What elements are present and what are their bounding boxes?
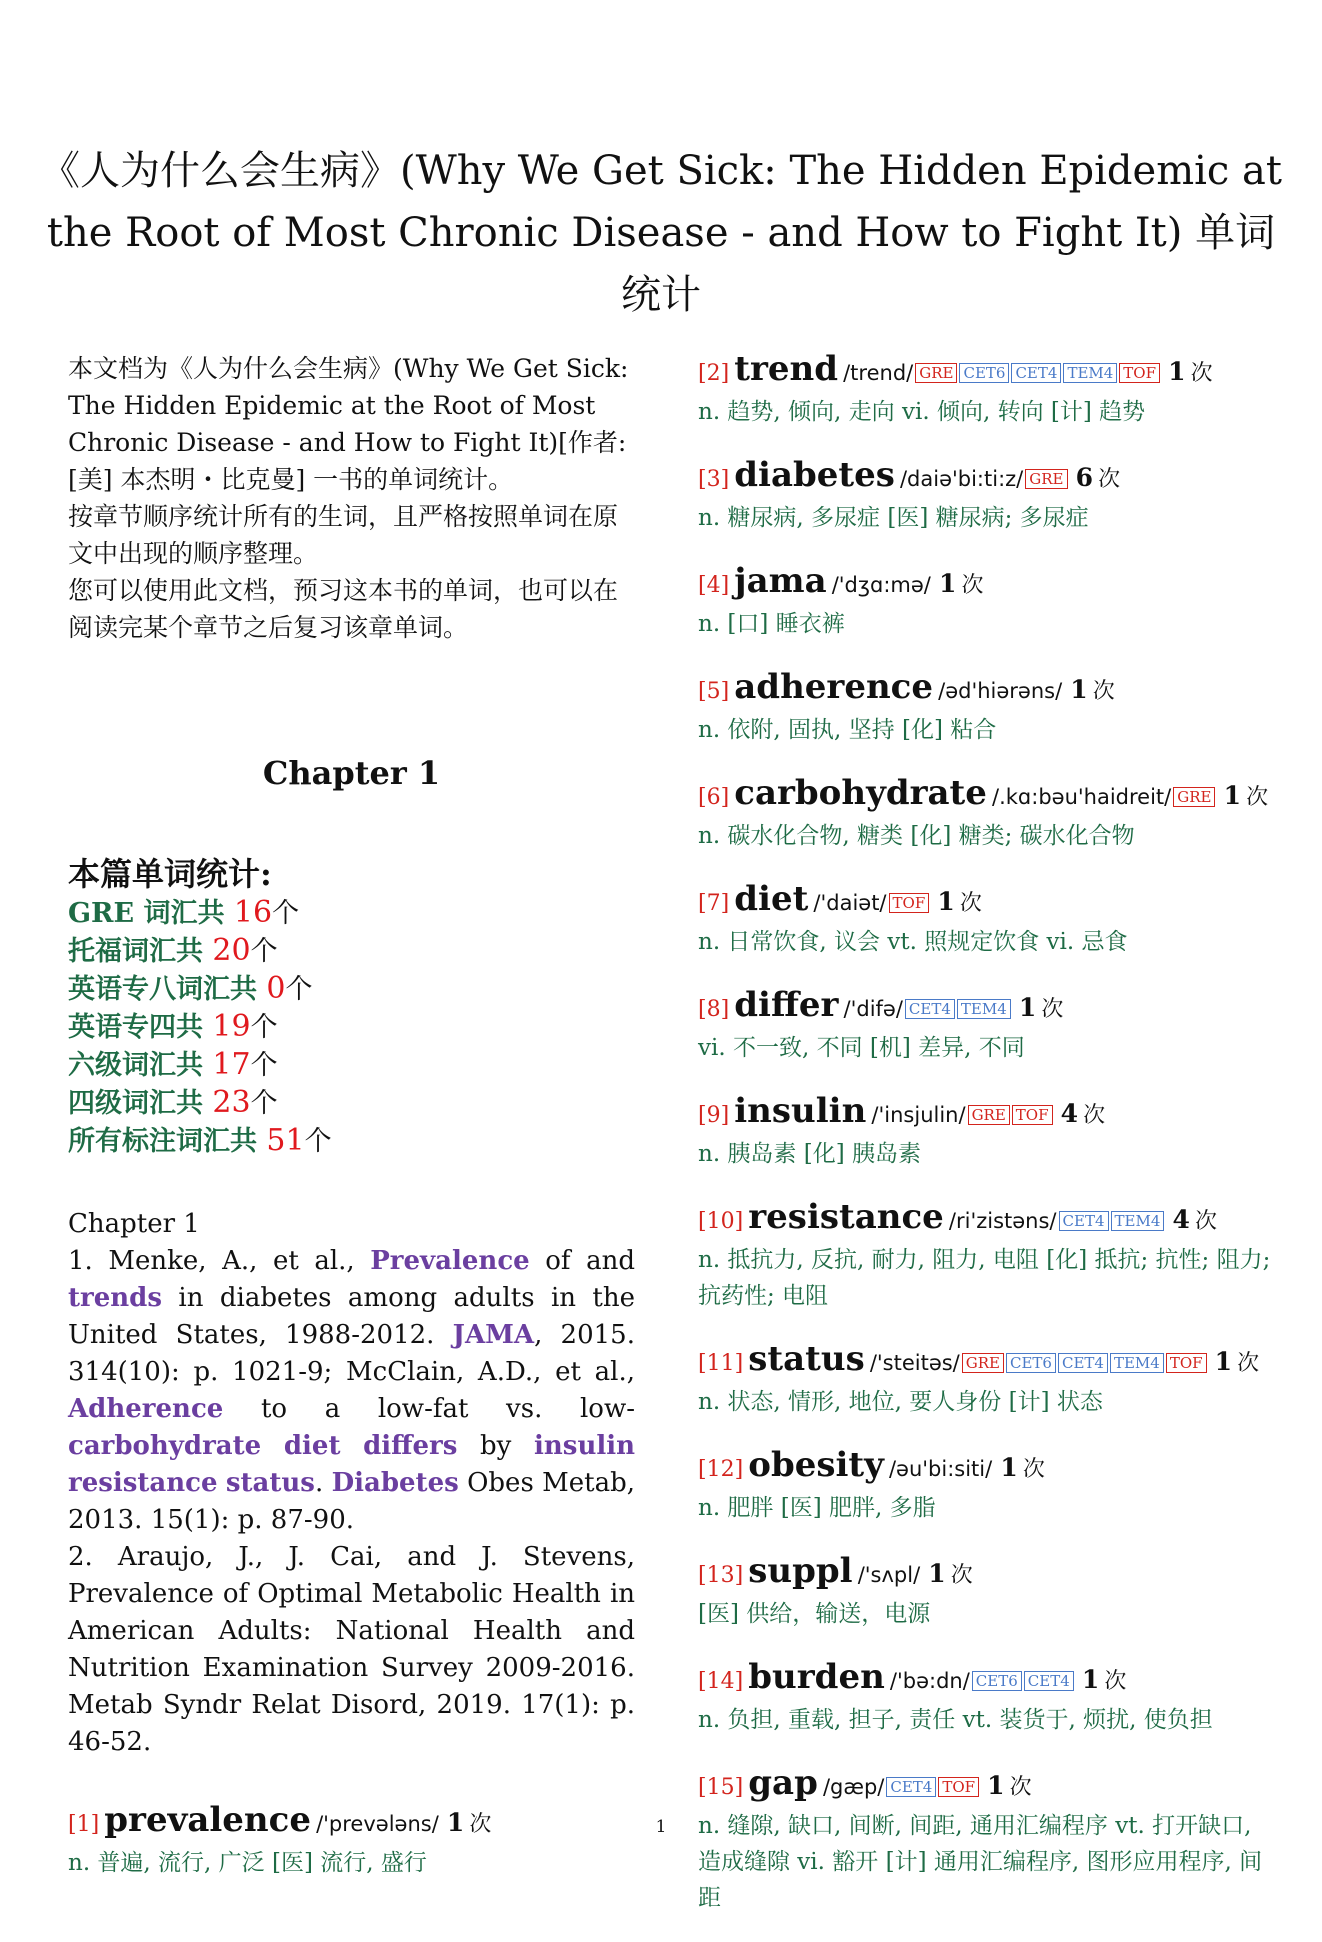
entry-phonetic: /'steitəs/ [869,1351,960,1375]
vocab-entry [698,1764,1278,1916]
entry-word: suppl [748,1551,853,1591]
stat-count: 16 [233,895,273,930]
highlight-word: insulin [534,1431,636,1461]
entry-word: status [748,1339,865,1379]
vocab-entry [698,986,1278,1066]
entry-definition: n. 缝隙, 缺口, 间断, 间距, 通用汇编程序 vt. 打开缺口, 造成缝隙 vi. 豁开 [计] 通用汇编程序, 图形应用程序, 间距 [698,1813,1263,1911]
highlight-word: status [225,1468,315,1498]
entry-headline [698,1446,1278,1490]
entry-index: [9] [698,1103,730,1128]
entry-index: [1] [68,1812,100,1837]
stat-label: 六级词汇共 [68,1050,213,1081]
entry-word: differ [734,985,839,1025]
entry-index: [8] [698,997,730,1022]
exam-tag-badge: CET6 [959,363,1009,383]
entry-word: resistance [748,1197,944,1237]
entry-word: carbohydrate [734,773,987,813]
count-unit: 次 [1092,679,1115,704]
highlight-word: Diabetes [331,1468,459,1498]
entry-count: 4 [1060,1099,1079,1128]
entry-definition: n. 状态, 情形, 地位, 要人身份 [计] 状态 [698,1389,1103,1415]
stat-label: 四级词汇共 [68,1088,213,1119]
vocab-entry [68,1801,635,1881]
highlight-word: carbohydrate [68,1431,262,1461]
vocab-entry [698,1658,1278,1738]
entry-index: [13] [698,1563,744,1588]
stat-unit: 个 [272,898,300,929]
intro-paragraph-2: 按章节顺序统计所有的生词，且严格按照单词在原文中出现的顺序整理。 [68,502,619,568]
entry-phonetic: /daiə'bi:ti:z/ [899,467,1024,491]
highlight-word: JAMA [452,1320,535,1350]
entry-index: [11] [698,1351,744,1376]
count-unit: 次 [950,1563,973,1588]
stat-unit: 个 [250,936,278,967]
entry-word: diabetes [734,455,895,495]
entry-definition: n. 碳水化合物, 糖类 [化] 糖类; 碳水化合物 [698,823,1135,849]
stat-count: 0 [266,971,286,1006]
stat-line [68,932,635,970]
entry-definition: n. 负担, 重载, 担子, 责任 vt. 装货于, 烦扰, 使负担 [698,1707,1213,1733]
stat-unit: 个 [285,974,313,1005]
exam-tag-badge: TOF [889,893,930,913]
exam-tag-badge: TEM4 [1110,1353,1164,1373]
entry-definition: n. [口] 睡衣裤 [698,611,845,637]
entry-word: diet [734,879,809,919]
count-unit: 次 [1104,1669,1127,1694]
exam-tag-badge: TOF [1012,1105,1053,1125]
entry-phonetic: /'difə/ [843,997,903,1021]
entry-definition: vi. 不一致, 不同 [机] 差异, 不同 [698,1035,1025,1061]
entry-headline [698,456,1278,500]
vocab-entry [698,1198,1278,1314]
exam-tag-badge: TOF [938,1777,979,1797]
vocab-entry [698,562,1278,642]
exam-tag-badge: CET4 [905,999,955,1019]
intro-paragraph-1: 本文档为《人为什么会生病》(Why We Get Sick: The Hidden Epidemic at the Root of Most Chronic Disease - and How to Fight It)[作者: [美] 本杰明・比克曼] 一书的单词统计。 [68,354,629,494]
entry-definition: n. 依附, 固执, 坚持 [化] 粘合 [698,717,997,743]
exam-tag-badge: CET4 [1024,1671,1074,1691]
stat-count: 19 [212,1009,251,1044]
entry-headline [698,1092,1278,1136]
entry-count: 4 [1172,1205,1190,1234]
vocab-entry [698,774,1278,854]
exam-tag-badge: CET4 [1059,1211,1109,1231]
entry-count: 1 [1018,993,1037,1022]
count-unit: 次 [1237,1351,1260,1376]
count-unit: 次 [1098,467,1121,492]
vocab-entry [698,1340,1278,1420]
stat-label: GRE 词汇共 [68,898,234,929]
entry-count: 1 [446,1808,465,1837]
entry-phonetic: /'bə:dn/ [889,1669,970,1693]
vocab-entry [698,1446,1278,1526]
count-unit: 次 [1009,1775,1032,1800]
entry-phonetic: /ri'zistəns/ [948,1209,1057,1233]
count-unit: 次 [961,573,984,598]
exam-tag-badge: CET4 [1058,1353,1108,1373]
references [68,1206,635,1761]
entry-count: 1 [1081,1665,1100,1694]
entry-headline [698,1340,1278,1384]
ref-text [218,1468,226,1498]
entry-definition: n. 胰岛素 [化] 胰岛素 [698,1141,922,1167]
entry-phonetic: /'sʌpl/ [857,1563,921,1587]
ref-text [340,1431,363,1461]
entry-definition: n. 糖尿病, 多尿症 [医] 糖尿病; 多尿症 [698,505,1089,531]
entry-headline [698,350,1278,394]
entry-headline [698,668,1278,712]
exam-tag-badge: GRE [962,1353,1004,1373]
count-unit: 次 [1194,1209,1217,1234]
intro-paragraph-3: 您可以使用此文档，预习这本书的单词，也可以在阅读完某个章节之后复习该章单词。 [68,576,619,642]
vocab-entry [698,350,1278,430]
exam-tag-badge: GRE [1173,787,1215,807]
entry-count: 1 [1168,357,1186,386]
entry-headline [698,1198,1278,1242]
stat-line [68,1084,635,1122]
count-unit: 次 [959,891,982,916]
ref-text: by [457,1431,535,1461]
stat-count: 20 [212,933,251,968]
references-heading: Chapter 1 [68,1209,200,1239]
reference-1 [68,1243,635,1539]
entry-definition: n. 普遍, 流行, 广泛 [医] 流行, 盛行 [68,1850,427,1876]
entry-phonetic: /əd'hiərəns/ [938,679,1063,703]
entry-index: [2] [698,361,730,386]
ref-text: , 2015. 314(10): p. 1021-9; McClain, A.D., et al., [68,1320,635,1387]
chapter-heading: Chapter 1 [262,754,441,792]
entry-headline [698,562,1278,606]
stat-count: 17 [212,1047,251,1082]
ref-text: . [314,1468,332,1498]
entry-index: [14] [698,1669,744,1694]
exam-tag-badge: TOF [1166,1353,1207,1373]
entry-headline [698,986,1278,1030]
exam-tag-badge: TEM4 [1111,1211,1165,1231]
entry-word: obesity [748,1445,884,1485]
entry-definition: n. 趋势, 倾向, 走向 vi. 倾向, 转向 [计] 趋势 [698,399,1146,425]
highlight-word: trends [68,1283,162,1313]
entry-word: jama [734,561,827,601]
entry-index: [4] [698,573,730,598]
count-unit: 次 [1022,1457,1045,1482]
entry-index: [5] [698,679,730,704]
entry-word: burden [748,1657,885,1697]
entry-count: 6 [1075,463,1093,492]
entry-definition: n. 肥胖 [医] 肥胖, 多脂 [698,1495,936,1521]
entry-index: [12] [698,1457,744,1482]
entry-index: [10] [698,1209,744,1234]
highlight-word: Prevalence [370,1246,530,1276]
stat-line [68,894,635,932]
count-unit: 次 [1246,785,1269,810]
stat-line [68,970,635,1008]
stat-unit: 个 [304,1126,332,1157]
stat-count: 51 [266,1123,305,1158]
ref-text [261,1431,284,1461]
exam-tag-badge: GRE [968,1105,1010,1125]
exam-tag-badge: TEM4 [1063,363,1117,383]
entry-phonetic: /trend/ [843,361,914,385]
entry-phonetic: /'dʒɑ:mə/ [831,573,931,597]
entry-count: 1 [1223,781,1241,810]
vocab-entry [698,1092,1278,1172]
entry-count: 1 [928,1559,946,1588]
entry-count: 1 [1070,675,1088,704]
entry-index: [7] [698,891,730,916]
entry-headline [698,1552,1278,1596]
entry-count: 1 [987,1771,1005,1800]
exam-tag-badge: GRE [915,363,957,383]
count-unit: 次 [1190,361,1213,386]
entry-index: [6] [698,785,730,810]
left-column [68,350,635,1907]
stat-label: 托福词汇共 [68,936,213,967]
ref-text: of and [529,1246,635,1276]
entry-word: adherence [734,667,934,707]
entry-phonetic: /'daiət/ [813,891,887,915]
entry-index: [15] [698,1775,744,1800]
entry-count: 1 [1214,1347,1233,1376]
stat-unit: 个 [250,1088,278,1119]
highlight-word: diet [283,1431,341,1461]
count-unit: 次 [1083,1103,1106,1128]
stat-count: 23 [212,1085,251,1120]
entry-headline [698,1658,1278,1702]
vocab-entry [698,668,1278,748]
exam-tag-badge: CET4 [1011,363,1061,383]
ref-text: to a low-fat vs. low- [223,1394,635,1424]
entry-headline [698,1764,1278,1808]
stats-title: 本篇单词统计: [68,855,272,893]
entry-phonetic: /'insjulin/ [871,1103,966,1127]
highlight-word: differs [363,1431,458,1461]
exam-tag-badge: TOF [1119,363,1160,383]
entry-phonetic: /'prevələns/ [316,1812,439,1836]
stat-line [68,1046,635,1084]
exam-tag-badge: CET4 [886,1777,936,1797]
vocab-entry [698,1552,1278,1632]
ref-text: in diabetes among adults in the United States, 1988-2012. [68,1283,635,1350]
entry-word: gap [748,1763,818,1803]
entry-phonetic: /.kɑ:bəu'haidreit/ [992,785,1172,809]
stat-line [68,1008,635,1046]
ref-text: Obes Metab, 2013. 15(1): p. 87-90. [68,1468,636,1535]
vocab-entry [698,456,1278,536]
vocab-entry [698,880,1278,960]
entry-definition: [医] 供给，输送，电源 [698,1601,931,1627]
count-unit: 次 [469,1812,492,1837]
entry-definition: n. 日常饮食, 议会 vt. 照规定饮食 vi. 忌食 [698,929,1128,955]
entry-definition: n. 抵抗力, 反抗, 耐力, 阻力, 电阻 [化] 抵抗; 抗性; 阻力; 抗药性; 电阻 [698,1247,1271,1309]
entry-word: insulin [734,1091,867,1131]
highlight-word: Adherence [68,1394,224,1424]
exam-tag-badge: GRE [1025,469,1067,489]
stat-unit: 个 [250,1012,278,1043]
stat-line [68,1122,635,1160]
entry-phonetic: /əu'bi:siti/ [888,1457,993,1481]
entry-headline [698,774,1278,818]
entry-phonetic: /gæp/ [822,1775,885,1799]
entry-index: [3] [698,467,730,492]
right-column [698,350,1278,1942]
exam-tag-badge: TEM4 [957,999,1011,1019]
stat-label: 英语专四共 [68,1012,213,1043]
entry-count: 1 [1000,1453,1018,1482]
stat-label: 英语专八词汇共 [68,974,267,1005]
entry-count: 1 [937,887,955,916]
stat-label: 所有标注词汇共 [68,1126,267,1157]
page-title: 《人为什么会生病》(Why We Get Sick: The Hidden Epidemic at the Root of Most Chronic Disease - and How to Fight It) 单词统计 [40,148,1282,318]
exam-tag-badge: CET6 [972,1671,1022,1691]
count-unit: 次 [1041,997,1064,1022]
left-entries [68,1801,635,1881]
entry-headline [698,880,1278,924]
reference-2: 2. Araujo, J., J. Cai, and J. Stevens, Prevalence of Optimal Metabolic Health in American Adults: National Health and Nutrition Examination Survey 2009-2016. Metab Syndr Relat Disord, 2019. 17(1): p. 46-52. [68,1542,635,1757]
stats-list [68,894,635,1160]
highlight-word: resistance [68,1468,218,1498]
ref-text: 1. Menke, A., et al., [68,1246,371,1276]
stat-unit: 个 [250,1050,278,1081]
entry-word: trend [734,349,839,389]
entry-count: 1 [938,569,957,598]
entry-word: prevalence [104,1800,311,1840]
page-number: 1 [655,1817,667,1837]
exam-tag-badge: CET6 [1006,1353,1056,1373]
